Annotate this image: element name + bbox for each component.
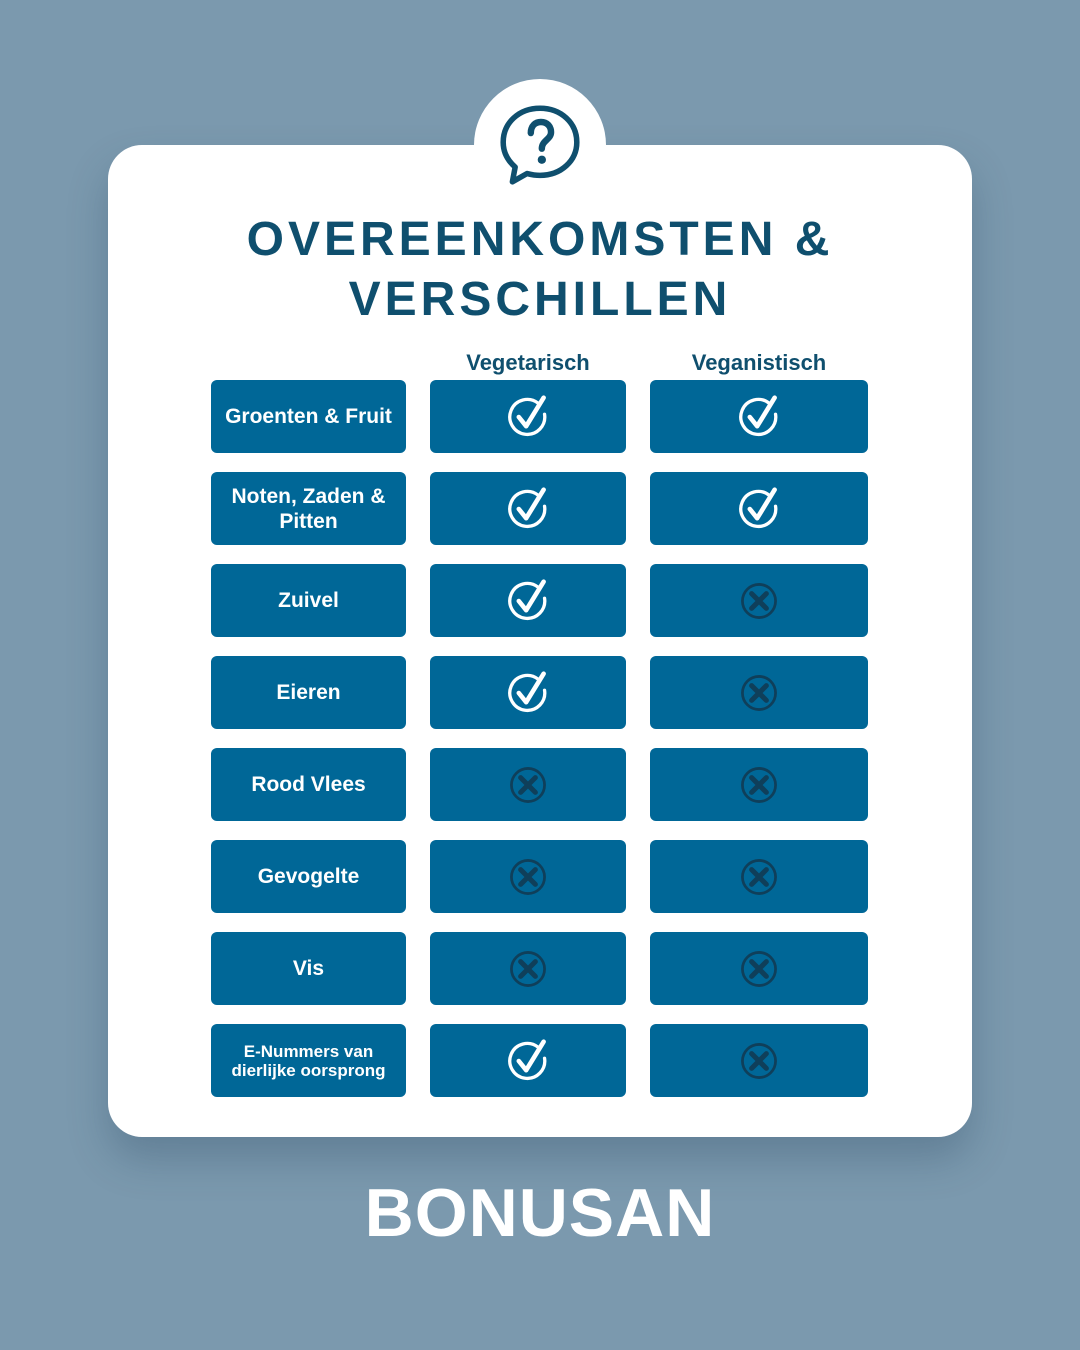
- table-cell-veganistisch: [650, 472, 868, 545]
- x-circle-icon: [505, 946, 551, 992]
- table-cell-vegetarisch: [430, 932, 626, 1005]
- table-cell-veganistisch: [650, 380, 868, 453]
- table-cell-vegetarisch: [430, 1024, 626, 1097]
- table-cell-veganistisch: [650, 564, 868, 637]
- table-cell-vegetarisch: [430, 656, 626, 729]
- x-circle-icon: [736, 854, 782, 900]
- check-circle-icon: [736, 394, 782, 440]
- table-cell-vegetarisch: [430, 380, 626, 453]
- row-label: Noten, Zaden & Pitten: [211, 472, 406, 545]
- question-speech-bubble-icon: [494, 99, 586, 191]
- table-cell-veganistisch: [650, 1024, 868, 1097]
- row-label: Vis: [211, 932, 406, 1005]
- x-circle-icon: [736, 1038, 782, 1084]
- table-cell-veganistisch: [650, 932, 868, 1005]
- title-line-1: OVEREENKOMSTEN &: [246, 213, 834, 266]
- x-circle-icon: [505, 854, 551, 900]
- check-circle-icon: [505, 670, 551, 716]
- check-circle-icon: [505, 578, 551, 624]
- x-circle-icon: [736, 578, 782, 624]
- table-cell-veganistisch: [650, 656, 868, 729]
- row-label: Gevogelte: [211, 840, 406, 913]
- check-circle-icon: [736, 486, 782, 532]
- table-cell-vegetarisch: [430, 472, 626, 545]
- table-cell-vegetarisch: [430, 564, 626, 637]
- x-circle-icon: [505, 762, 551, 808]
- brand-logo-text: BONUSAN: [364, 1175, 716, 1252]
- table-cell-veganistisch: [650, 840, 868, 913]
- column-header-vegetarisch: Vegetarisch: [466, 350, 590, 375]
- table-cell-veganistisch: [650, 748, 868, 821]
- title-line-2: VERSCHILLEN: [348, 273, 732, 326]
- row-label: Zuivel: [211, 564, 406, 637]
- x-circle-icon: [736, 946, 782, 992]
- question-badge: [474, 79, 606, 211]
- table-cell-vegetarisch: [430, 840, 626, 913]
- column-header-veganistisch: Veganistisch: [691, 350, 827, 375]
- row-label: E-Nummers van dierlijke oorsprong: [211, 1024, 406, 1097]
- row-label: Rood Vlees: [211, 748, 406, 821]
- x-circle-icon: [736, 762, 782, 808]
- bonusan-logo: [0, 1168, 1080, 1253]
- check-circle-icon: [505, 1038, 551, 1084]
- row-label: Eieren: [211, 656, 406, 729]
- check-circle-icon: [505, 486, 551, 532]
- page-title: [108, 210, 972, 330]
- x-circle-icon: [736, 670, 782, 716]
- table-cell-vegetarisch: [430, 748, 626, 821]
- row-label: Groenten & Fruit: [211, 380, 406, 453]
- check-circle-icon: [505, 394, 551, 440]
